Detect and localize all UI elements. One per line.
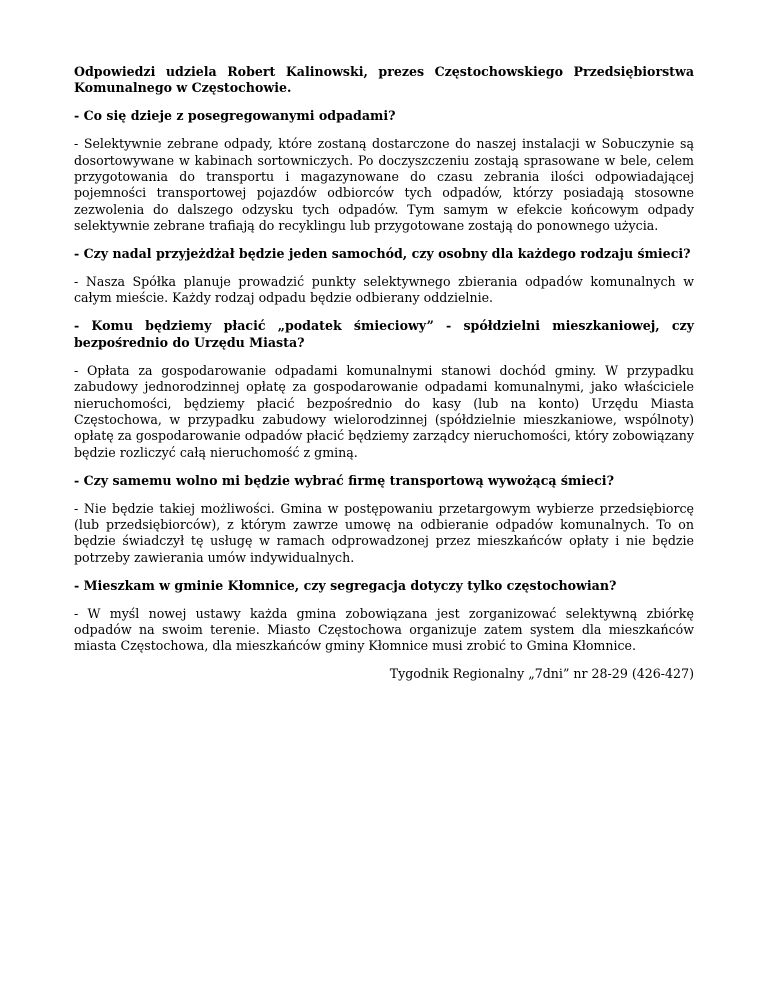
question-4: - Czy samemu wolno mi będzie wybrać firmę transportową wywożącą śmieci? — [74, 472, 614, 488]
answer-1: - Selektywnie zebrane odpady, które zostaną dostarczone do naszej instalacji w Sobuczynie są dosortowywane w kabinach sortowniczych. Po doczyszczeniu zostają sprasowane w bele, celem przygotowania do transportu i magazynowane do czasu zebrania ilości odpowiadającej pojemności transportowej pojazdów odbiorców tych odpadów, którzy posiadają stosowne zezwolenia do dalszego odzysku tych odpadów. Tym samym w efekcie końcowym odpady selektywnie zebrane trafiają do recyklingu lub przygotowane zostają do ponownego użycia. — [74, 136, 694, 234]
answer-5: - W myśl nowej ustawy każda gmina zobowiązana jest zorganizować selektywną zbiórkę odpadów na swoim terenie. Miasto Częstochowa organizuje zatem system dla mieszkańców miasta Częstochowa, dla mieszkańców gminy Kłomnice musi zrobić to Gmina Kłomnice. — [74, 605, 694, 654]
question-1: - Co się dzieje z posegregowanymi odpadami? — [74, 108, 396, 124]
question-5: - Mieszkam w gminie Kłomnice, czy segregacja dotyczy tylko częstochowian? — [74, 577, 617, 593]
question-3: - Komu będziemy płacić „podatek śmieciowy” - spółdzielni mieszkaniowej, czy bezpośrednio do Urzędu Miasta? — [74, 318, 694, 350]
source-citation: Tygodnik Regionalny „7dni” nr 28-29 (426-427) — [389, 666, 694, 682]
answer-2: - Nasza Spółka planuje prowadzić punkty selektywnego zbierania odpadów komunalnych w całym mieście. Każdy rodzaj odpadu będzie odbierany oddzielnie. — [74, 274, 694, 306]
answer-4: - Nie będzie takiej możliwości. Gmina w postępowaniu przetargowym wybierze przedsiębiorcę (lub przedsiębiorców), z którym zawrze umowę na odbieranie odpadów komunalnych. To on będzie świadczył tę usługę w ramach odprowadzonej przez mieszkańców opłaty i nie będzie potrzeby zawierania umów indywidualnych. — [74, 500, 694, 565]
question-2: - Czy nadal przyjeżdżał będzie jeden samochód, czy osobny dla każdego rodzaju śmieci? — [74, 246, 691, 262]
answer-3: - Opłata za gospodarowanie odpadami komunalnymi stanowi dochód gminy. W przypadku zabudowy jednorodzinnej opłatę za gospodarowanie odpadami komunalnymi, jako właściciele nieruchomości, będziemy płacić bezpośrednio do kasy (lub na konto) Urzędu Miasta Częstochowa, w przypadku zabudowy wielorodzinnej (spółdzielnie mieszkaniowe, wspólnoty) opłatę za gospodarowanie odpadów płacić będziemy zarządcy nieruchomości, który zobowiązany będzie rozliczyć całą nieruchomość z gminą. — [74, 362, 694, 460]
document-page — [74, 64, 694, 683]
intro-paragraph: Odpowiedzi udziela Robert Kalinowski, prezes Częstochowskiego Przedsiębiorstwa Komunalnego w Częstochowie. — [74, 64, 694, 96]
